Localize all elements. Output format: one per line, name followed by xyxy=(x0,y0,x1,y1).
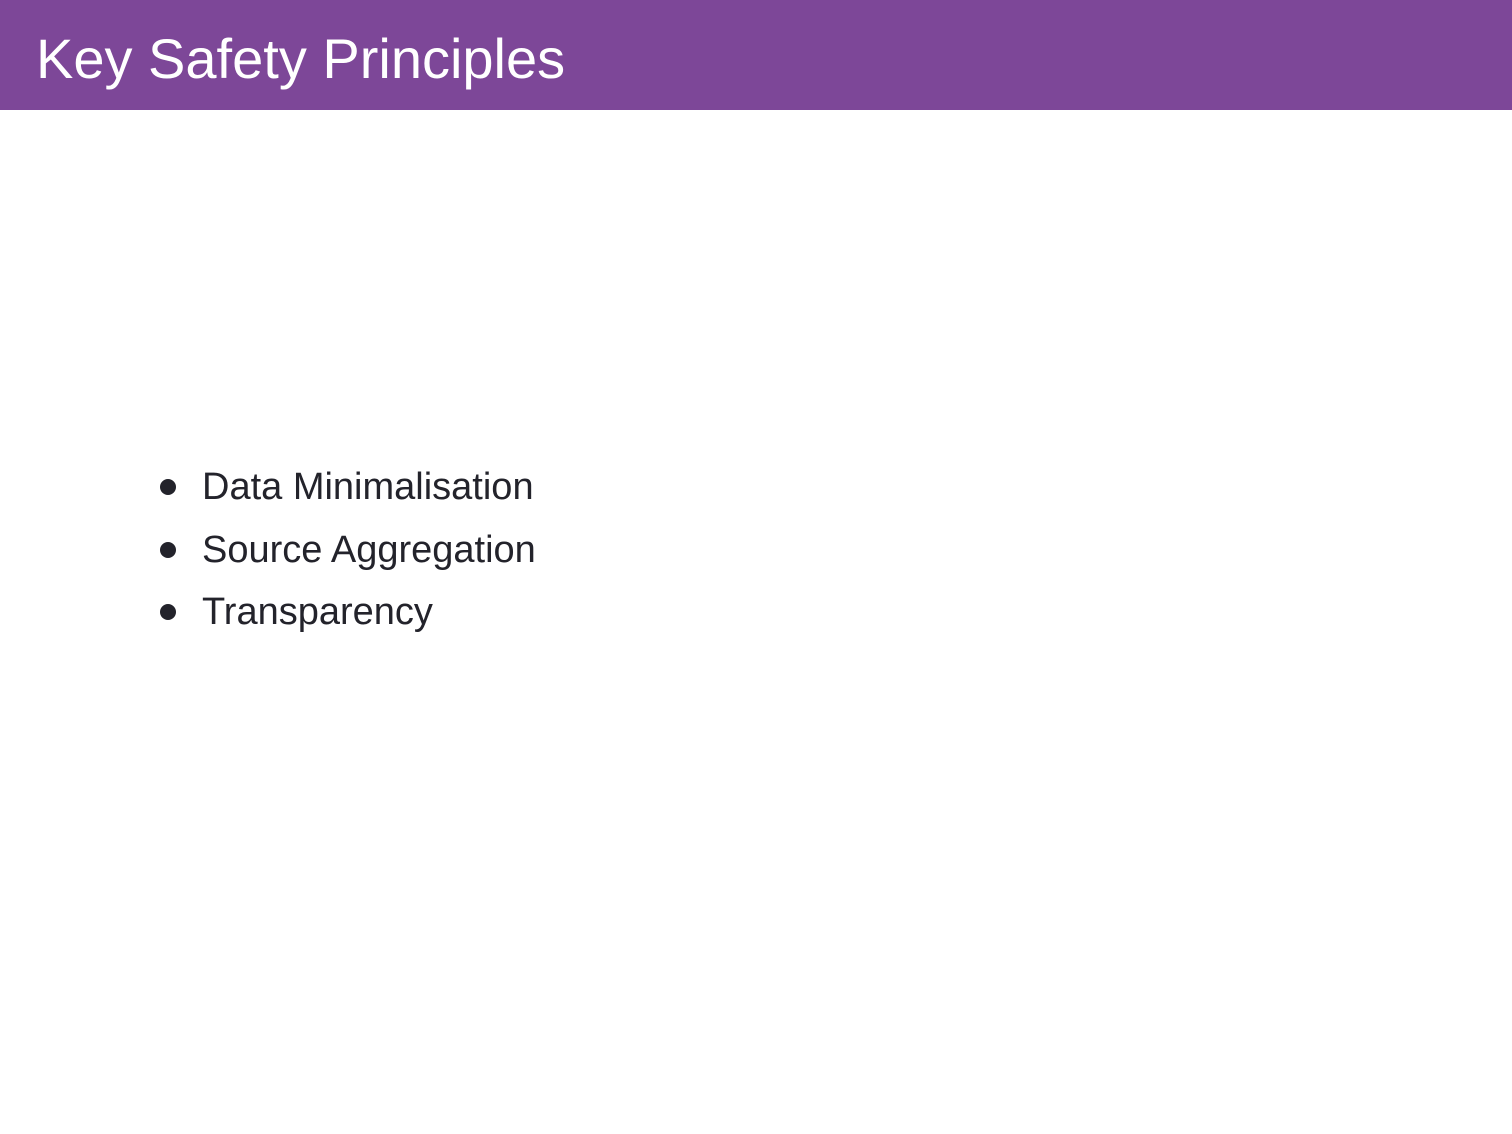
slide-title: Key Safety Principles xyxy=(36,27,566,90)
bullet-text: Source Aggregation xyxy=(202,528,536,571)
bullet-dot-icon xyxy=(160,604,176,620)
bullet-dot-icon xyxy=(160,542,176,558)
bullet-item-transparency xyxy=(160,581,536,644)
bullet-item-source-aggregation xyxy=(160,519,536,582)
bullet-list xyxy=(160,456,536,644)
bullet-dot-icon xyxy=(160,479,176,495)
bullet-text: Data Minimalisation xyxy=(202,466,534,508)
bullet-text: Transparency xyxy=(202,591,433,633)
bullet-item-data-minimalisation xyxy=(160,456,536,519)
title-bar xyxy=(0,0,1512,110)
